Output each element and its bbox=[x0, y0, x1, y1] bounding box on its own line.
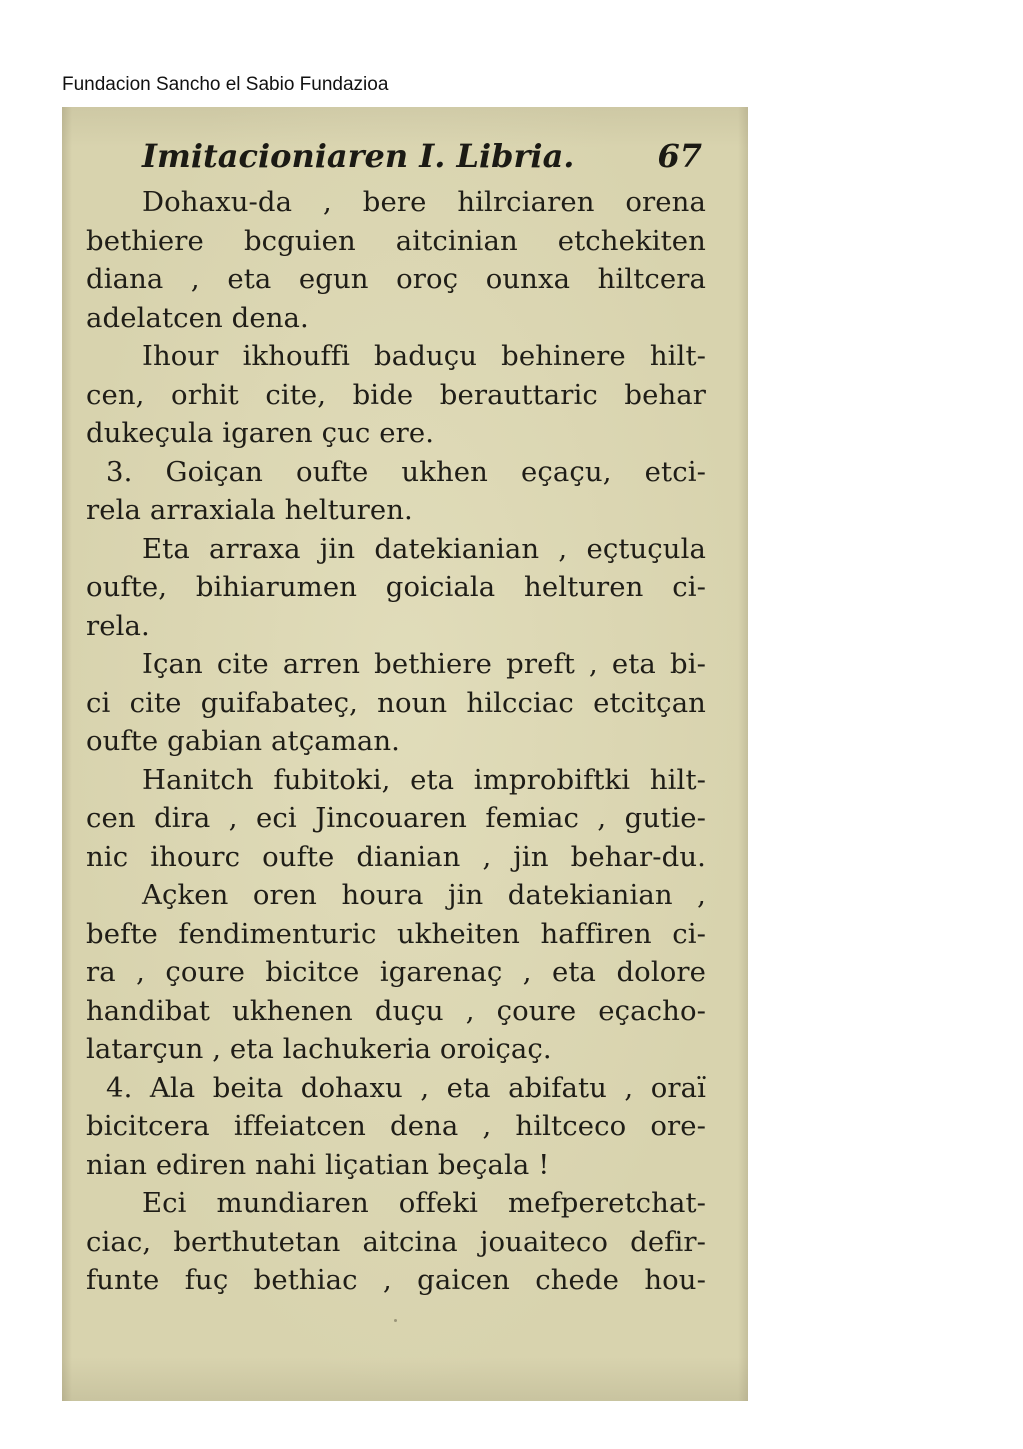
text-line: cen dira , eci Jincouaren femiac , gutie- bbox=[86, 802, 706, 834]
text-line: ciac, berthutetan aitcina jouaiteco defir- bbox=[86, 1225, 706, 1258]
text-line: adelatcen dena. bbox=[86, 301, 309, 334]
text-line: Eta arraxa jin datekianian , eçtuçula bbox=[142, 532, 706, 565]
text-line: rela arraxiala helturen. bbox=[86, 494, 413, 526]
text-line: latarçun , eta lachukeria oroiçaç. bbox=[86, 1033, 552, 1065]
text-line: nian ediren nahi liçatian beçala ! bbox=[86, 1148, 550, 1181]
running-title: Imitacioniaren I. Libria. bbox=[142, 137, 575, 175]
text-line: funte fuç bethiac , gaicen chede hou- bbox=[86, 1264, 706, 1296]
scanned-page bbox=[62, 107, 748, 1401]
text-line: bicitcera iffeiatcen dena , hiltceco ore- bbox=[86, 1110, 706, 1142]
text-line: ci cite guifabateç, noun hilcciac etcitçan bbox=[86, 686, 706, 719]
text-line: Eci mundiaren offeki mefperetchat- bbox=[142, 1187, 706, 1219]
text-line: Içan cite arren bethiere preft , eta bi- bbox=[142, 648, 706, 680]
body-text bbox=[86, 183, 706, 1300]
text-line: dukeçula igaren çuc ere. bbox=[86, 417, 435, 449]
text-line: bethiere bcguien aitcinian etchekiten bbox=[86, 224, 706, 257]
text-line: ra , çoure bicitce igarenaç , eta dolore bbox=[86, 956, 706, 988]
text-line: Dohaxu-da , bere hilrciaren orena bbox=[142, 186, 706, 218]
text-line: befte fendimenturic ukheiten haffiren ci- bbox=[86, 917, 706, 950]
text-line: oufte gabian atçaman. bbox=[86, 725, 401, 757]
running-head bbox=[142, 137, 702, 175]
text-line: 4. Ala beita dohaxu , eta abifatu , oraï bbox=[106, 1071, 706, 1104]
text-line: oufte, bihiarumen goiciala helturen ci- bbox=[86, 571, 706, 603]
archive-header: Fundacion Sancho el Sabio Fundazioa bbox=[62, 74, 389, 95]
text-line: rela. bbox=[86, 609, 150, 642]
paper-blemish bbox=[394, 1319, 397, 1322]
text-line: handibat ukhenen duçu , çoure eçacho- bbox=[86, 994, 706, 1027]
text-line: nic ihourc oufte dianian , jin behar-du. bbox=[86, 840, 706, 873]
page-number: 67 bbox=[657, 137, 702, 175]
text-line: Ihour ikhouffi baduçu behinere hilt- bbox=[142, 340, 706, 372]
text-line: cen, orhit cite, bide berauttaric behar bbox=[86, 378, 706, 411]
text-line: Açken oren houra jin datekianian , bbox=[142, 879, 706, 911]
text-line: Hanitch fubitoki, eta improbiftki hilt- bbox=[142, 763, 706, 796]
text-line: diana , eta egun oroç ounxa hiltcera bbox=[86, 263, 706, 295]
text-line: 3. Goiçan oufte ukhen eçaçu, etci- bbox=[106, 455, 706, 488]
